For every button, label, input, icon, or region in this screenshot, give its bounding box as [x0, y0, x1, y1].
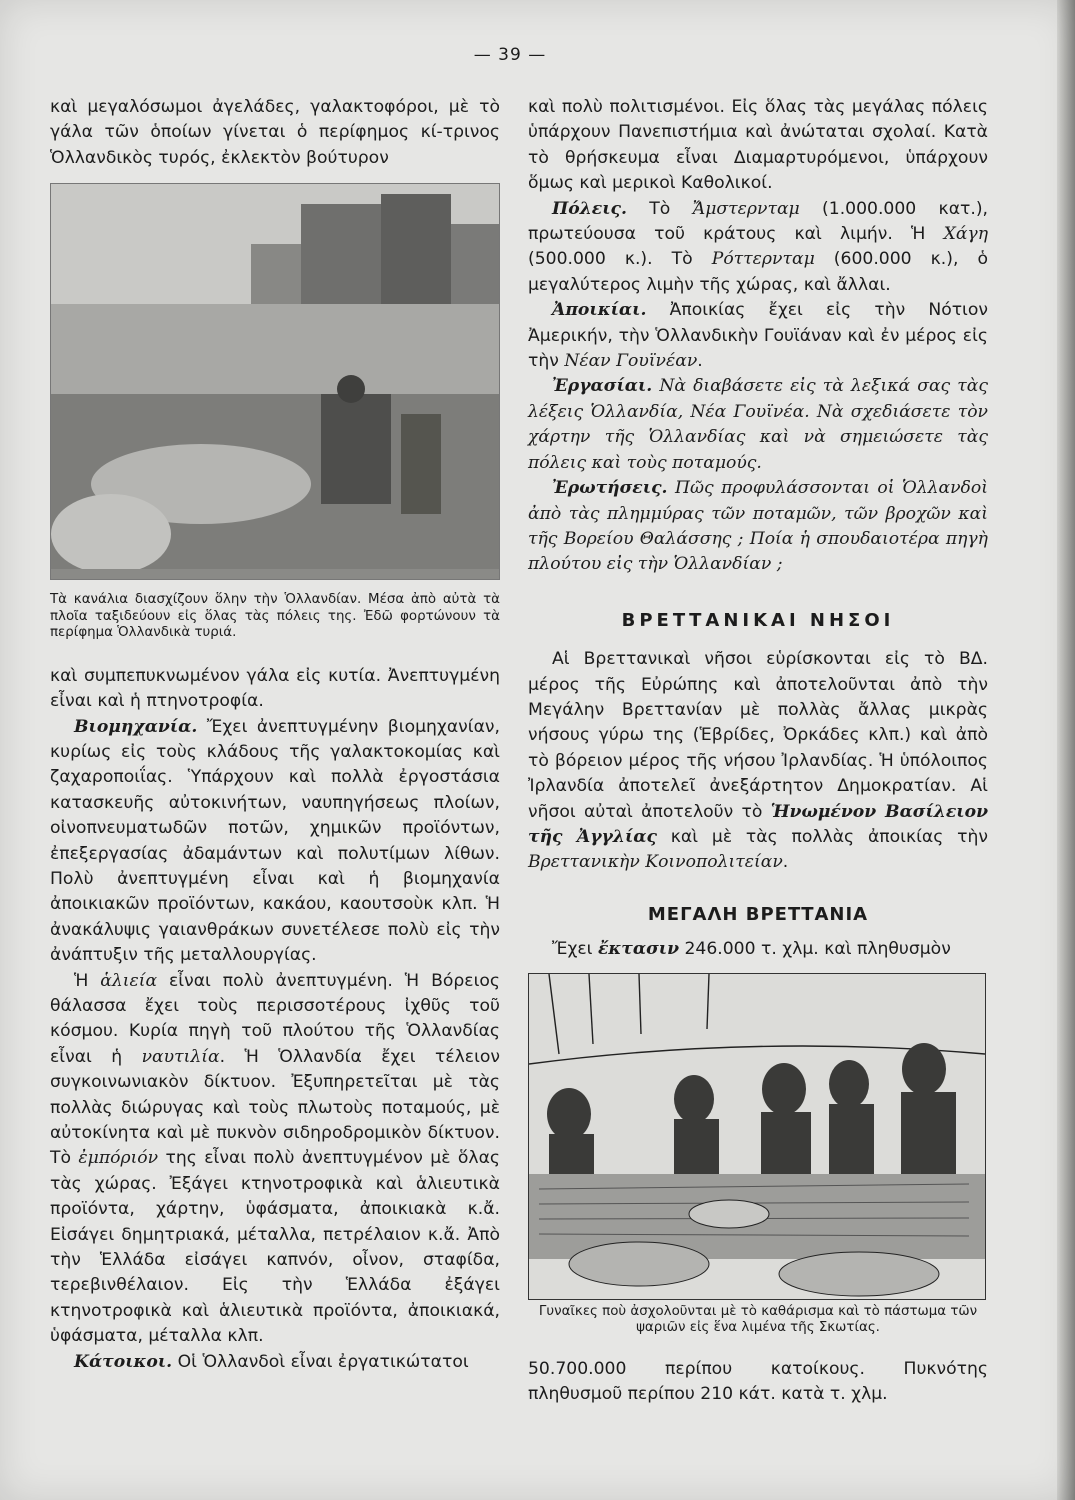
inhabitants-label: Κάτοικοι.: [74, 1351, 173, 1372]
united-kingdom: Ἡνωμένον Βασίλειον τῆς Ἀγγλίας: [528, 801, 988, 847]
canal-photo: [50, 183, 500, 580]
british-text-3: .: [782, 852, 789, 873]
industry-text: Ἔχει ἀνεπτυγμένην βιομηχανίαν, κυρίως εἰς τοὺς κλάδους τῆς γαλακτοκομίας καὶ ζαχαροποιΐας. Ὑπάρχουν καὶ πολλὰ ἐργοστάσια κατασκευῆς αὐτοκινήτων, ναυπηγήσεως πλοίων, οἰνοπνευματωδῶν ποτῶν, χημικῶν προϊόντων, ἐπεξεργασίας ἀδαμάντων καὶ πολυτίμων λίθων. Πολὺ ἀνεπτυγμένη εἶναι καὶ ἡ βιομηχανία ἀποικιακῶν προϊόντων, κακάου, καουτσοὺκ κλπ. Ἡ ἀνακάλυψις γαιανθράκων συνετέλεσε πολὺ εἰς τὴν ἀνάπτυξιν τῆς μεταλλουργίας.: [50, 716, 500, 966]
fishing-paragraph: [50, 969, 500, 1350]
commerce-text: της εἶναι πολὺ ἀνεπτυγμένον μὲ ὅλας τὰς χώρας. Ἐξάγει κτηνοτροφικὰ καὶ ἁλιευτικὰ προϊόντα, χάρτην, ὑφάσματα, ἀποικιακὰ κ.ἄ. Εἰσάγει δημητριακά, μέταλλα, πετρέλαιον κ.ἄ. Ἀπὸ τὴν Ἑλλάδα εἰσάγει καπνόν, οἶνον, σταφίδα, τερεβινθέλαιον. Εἰς τὴν Ἑλλάδα ἐξάγει κτηνοτροφικὰ καὶ ἁλιευτικὰ προϊόντα, ἀποικιακά, ὑφάσματα, μέταλλα κλπ.: [50, 1148, 500, 1347]
city-amsterdam: Ἄμστερνταμ: [692, 198, 800, 219]
right-intro-text: καὶ πολὺ πολιτισμένοι. Εἰς ὅλας τὰς μεγάλας πόλεις ὑπάρχουν Πανεπιστήμια καὶ ἀνώταται σχολαί. Κατὰ τὸ θρήσκευμα εἶναι Διαμαρτυρόμενοι, ὑπάρχουν ὅμως καὶ μερικοὶ Καθολικοί.: [528, 97, 988, 194]
colonies-text: Ἀποικίας ἔχει εἰς τὴν Νότιον Ἀμερικήν, τὴν Ὁλλανδικὴν Γουϊάναν καὶ ἐν μέρος εἰς τὴν: [528, 300, 988, 372]
british-isles-heading: ΒΡΕΤΤΑΝΙΚΑΙ ΝΗΣΟΙ: [621, 609, 895, 631]
british-text-1: Αἱ Βρεττανικαὶ νῆσοι εὑρίσκονται εἰς τὸ ΒΔ. μέρος τῆς Εὐρώπης καὶ ἀποτελοῦνται ἀπὸ τὴν Μεγάλην Βρεττανίαν μὲ πολλὰς ἄλλας μικρὰς νήσους γύρω της (Ἑβρίδες, Ὀρκάδες κλπ.) καὶ ἀπὸ τὸ βόρειον μέρος τῆς νήσου Ἰρλανδίας. Ἡ ὑπόλοιπος Ἰρλανδία ἀποτελεῖ ἀνεξάρτητον Δημοκρατίαν. Αἱ νῆσοι αὐταὶ ἀποτελοῦν τὸ: [528, 649, 988, 822]
cities-text-3: (500.000 κ.). Τὸ: [528, 249, 712, 270]
city-hague: Χάγη: [943, 224, 988, 245]
cities-paragraph: [528, 197, 988, 299]
shipping-text: . Ἡ Ὁλλανδία ἔχει τέλειον συγκοινωνιακὸν δίκτυον. Ἐξυπηρετεῖται μὲ τὰς πολλὰς διώρυγας καὶ τοὺς πλωτοὺς ποταμούς, μὲ αὐτοκίνητα καὶ μὲ πυκνὸν σιδηροδρομικὸν δίκτυον. Τὸ: [50, 1046, 500, 1169]
colonies-paragraph: [528, 298, 988, 374]
cities-text-4: (600.000 κ.), ὁ μεγαλύτερος λιμὴν τῆς χώρας, καὶ ἄλλαι.: [528, 249, 988, 295]
cities-text-2: (1.000.000 κατ.), πρωτεύουσα τοῦ κράτους καὶ λιμήν. Ἡ: [528, 198, 988, 245]
illustration-caption: Γυναῖκες ποὺ ἀσχολοῦνται μὲ τὸ καθάρισμα καὶ τὸ πάστωμα τῶν ψαριῶν εἰς ἕνα λιμένα τῆς Σκωτίας.: [538, 1303, 978, 1336]
new-guinea: Νέαν Γουϊνέαν: [564, 351, 698, 372]
questions-label: Ἐρωτήσεις.: [552, 478, 668, 499]
right-column: [528, 95, 988, 1407]
colonies-end: .: [697, 351, 703, 372]
inhabitants-text: Οἱ Ὁλλανδοὶ εἶναι ἐργατικώτατοι: [172, 1351, 469, 1372]
gb-population-text: 50.700.000 περίπου κατοίκους. Πυκνότης πληθυσμοῦ περίπου 210 κάτ. κατὰ τ. χλμ.: [528, 1358, 988, 1404]
left-continued-text: καὶ συμπεπυκνωμένον γάλα εἰς κυτία. Ἀνεπτυγμένη εἶναι καὶ ἡ πτηνοτροφία.: [50, 665, 500, 712]
city-rotterdam: Ρόττερνταμ: [711, 249, 815, 270]
book-binding-edge: [1057, 0, 1075, 1500]
colonies-label: Ἀποικίαι.: [552, 300, 647, 321]
british-isles-paragraph: [528, 647, 988, 876]
page-number: — 39 —: [473, 45, 547, 65]
fish-workers-illustration: [528, 973, 986, 1300]
questions-paragraph: [528, 476, 988, 578]
commonwealth: Βρεττανικὴν Κοινοπολιτείαν: [528, 852, 783, 873]
fishing-pre: Ἡ: [74, 970, 101, 991]
left-column: [50, 95, 500, 1375]
gb-text-2: 246.000 τ. χλμ. καὶ πληθυσμὸν: [679, 939, 951, 960]
fishing-text: εἶναι πολὺ ἀνεπτυγμένη. Ἡ Βόρειος θάλασσα ἔχει τοὺς περισσοτέρους ἰχθῦς τοῦ κόσμου. Κυρία πηγὴ τοῦ πλούτου τῆς Ὁλλανδίας εἶναι ἡ: [50, 970, 500, 1067]
great-britain-heading: ΜΕΓΑΛΗ ΒΡΕΤΤΑΝΙΑ: [647, 903, 869, 925]
cities-text-1: Τὸ: [626, 198, 693, 219]
industry-label: Βιομηχανία.: [74, 716, 198, 737]
left-intro-text: καὶ μεγαλόσωμοι ἀγελάδες, γαλακτοφόροι, μὲ τὸ γάλα τῶν ὁποίων γίνεται ὁ περίφημος κί-τρινος Ὁλλανδικὸς τυρός, ἐκλεκτὸν βούτυρον: [50, 97, 500, 168]
gb-text-1: Ἔχει: [552, 939, 598, 960]
inhabitants-paragraph: [50, 1350, 500, 1375]
tasks-paragraph: [528, 374, 988, 476]
british-text-2: καὶ μὲ τὰς πολλὰς ἀποικίας τὴν: [656, 826, 988, 847]
shipping-label: ναυτιλία: [141, 1046, 220, 1067]
photo-caption: Τὰ κανάλια διασχίζουν ὅλην τὴν Ὁλλανδίαν. Μέσα ἀπὸ αὐτὰ τὰ πλοῖα ταξιδεύουν εἰς ὅλας τὰς πόλεις της. Ἐδῶ φορτώνουν τὰ περίφημα Ὁλλανδικὰ τυριά.: [50, 592, 500, 641]
tasks-text: Νὰ διαβάσετε εἰς τὰ λεξικά σας τὰς λέξεις Ὁλλανδία, Νέα Γουϊνέα. Νὰ σχεδιάσετε τὸν χάρτην τῆς Ὁλλανδίας καὶ νὰ σημειώσετε τὰς πόλεις καὶ τοὺς ποταμούς.: [528, 376, 988, 473]
area-label: ἔκτασιν: [597, 939, 679, 960]
commerce-label: ἐμπόριόν: [78, 1148, 159, 1169]
industry-paragraph: [50, 715, 500, 969]
fishing-label: ἁλιεία: [100, 970, 158, 991]
great-britain-paragraph: [528, 937, 988, 962]
cities-label: Πόλεις.: [552, 198, 627, 219]
tasks-label: Ἐργασίαι.: [552, 376, 653, 397]
questions-text: Πῶς προφυλάσσονται οἱ Ὁλλανδοὶ ἀπὸ τὰς πλημμύρας τῶν ποταμῶν, τῶν βροχῶν καὶ τῆς Βορείου Θαλάσσης ; Ποία ἡ σπουδαιοτέρα πηγὴ πλούτου εἰς τὴν Ὁλλανδίαν ;: [528, 478, 988, 575]
